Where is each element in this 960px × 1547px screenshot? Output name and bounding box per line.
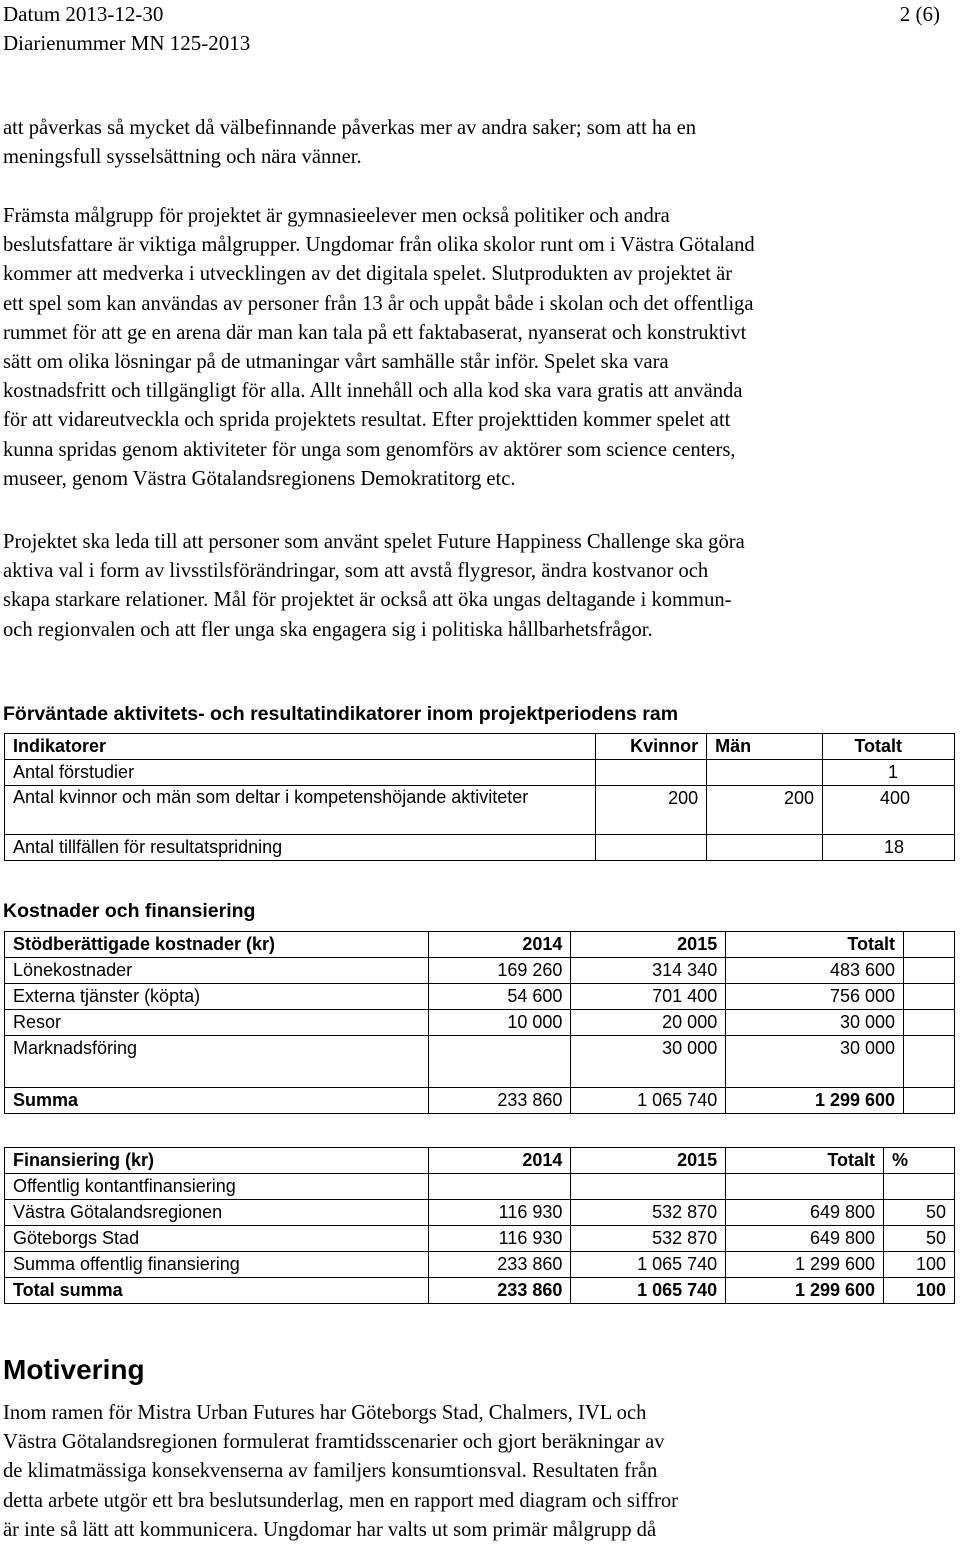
table-cell [904,1036,955,1088]
table-cell: 100 [884,1252,955,1278]
table-cell: 756 000 [726,984,904,1010]
table-cell [428,1036,571,1088]
column-header: Indikatorer [5,734,596,760]
table-cell: 50 [884,1200,955,1226]
table-cell: 50 [884,1226,955,1252]
column-header: Kvinnor [596,734,707,760]
column-header: Totalt [726,1148,884,1174]
financing-table [4,1147,955,1304]
table-cell: 18 [823,835,955,861]
table-cell: Total summa [5,1278,429,1304]
column-header: Stödberättigade kostnader (kr) [5,932,429,958]
table-cell: 30 000 [726,1036,904,1088]
table-header-row [5,734,955,760]
table-cell: Externa tjänster (köpta) [5,984,429,1010]
table-header-row [5,932,955,958]
table-cell: 169 260 [428,958,571,984]
table-row [5,786,955,835]
table-cell: Marknadsföring [5,1036,429,1088]
table-header-row [5,1148,955,1174]
table-row-total [5,1278,955,1304]
table-cell: Summa offentlig finansiering [5,1252,429,1278]
column-header: Män [707,734,823,760]
table-cell [904,984,955,1010]
column-header: 2014 [428,932,571,958]
motivering-paragraph [3,1399,948,1545]
table-cell: 233 860 [428,1088,571,1114]
table-cell: 1 065 740 [571,1278,726,1304]
table-cell: Antal kvinnor och män som deltar i kompetenshöjande aktiviteter [5,786,596,835]
table-cell: Antal förstudier [5,760,596,786]
table-row [5,1252,955,1278]
text-line: de klimatmässiga konsekvenserna av familjers konsumtionsval. Resultaten från [3,1460,658,1483]
table-cell [904,1088,955,1114]
table-row [5,760,955,786]
table-cell: 54 600 [428,984,571,1010]
column-header: Finansiering (kr) [5,1148,429,1174]
indicators-heading: Förväntade aktivitets- och resultatindikatorer inom projektperiodens ram [3,703,679,725]
text-line: Projektet ska leda till att personer som använt spelet Future Happiness Challenge ska göra [3,531,745,553]
paragraph-3 [3,528,948,645]
text-line: detta arbete utgör ett bra beslutsunderlag, men en rapport med diagram och siffror [3,1489,678,1512]
table-cell: 1 299 600 [726,1252,884,1278]
table-cell: 649 800 [726,1226,884,1252]
table-cell: 649 800 [726,1200,884,1226]
costs-table [4,931,955,1114]
text-line: Inom ramen för Mistra Urban Futures har Göteborgs Stad, Chalmers, IVL och [3,1402,647,1424]
table-row-sum [5,1088,955,1114]
table-cell: 30 000 [726,1010,904,1036]
table-row [5,1200,955,1226]
table-cell: 532 870 [571,1226,726,1252]
table-cell: 10 000 [428,1010,571,1036]
table-cell: 532 870 [571,1200,726,1226]
table-cell: 1 [823,760,955,786]
table-cell: 400 [823,786,955,835]
table-cell: Västra Götalandsregionen [5,1200,429,1226]
column-header: 2015 [571,932,726,958]
table-cell: 314 340 [571,958,726,984]
table-cell: 1 299 600 [726,1088,904,1114]
table-cell [571,1174,726,1200]
paragraph-2 [3,202,948,494]
column-header: Totalt [823,734,955,760]
table-cell: 100 [884,1278,955,1304]
text-line: sätt om olika lösningar på de utmaningar vårt samhälle står inför. Spelet ska vara [3,351,669,374]
column-header: 2014 [428,1148,571,1174]
table-cell [904,958,955,984]
header-date: Datum 2013-12-30 [3,2,164,26]
table-row [5,1226,955,1252]
table-cell [596,760,707,786]
table-cell: 233 860 [428,1252,571,1278]
table-cell [428,1174,571,1200]
column-header: 2015 [571,1148,726,1174]
column-header: Totalt [726,932,904,958]
motivering-heading: Motivering [3,1354,145,1385]
text-line: kunna spridas genom aktiviteter för unga som genomförs av aktörer som science centers, [3,438,736,461]
text-line: skapa starkare relationer. Mål för projektet är också att öka ungas deltagande i kommun- [3,589,732,612]
table-cell: 1 065 740 [571,1252,726,1278]
text-line: aktiva val i form av livsstilsförändringar, som att avstå flygresor, ändra kostvanor och [3,560,709,583]
text-line: för att vidareutveckla och sprida projektets resultat. Efter projekttiden kommer spelet att [3,409,731,432]
table-cell [707,835,823,861]
table-row [5,958,955,984]
text-line: Främsta målgrupp för projektet är gymnasieelever men också politiker och andra [3,205,670,227]
table-row [5,1174,955,1200]
table-cell: 20 000 [571,1010,726,1036]
text-line: museer, genom Västra Götalandsregionens Demokratitorg etc. [3,467,516,490]
table-cell: Lönekostnader [5,958,429,984]
text-line: kommer att medverka i utvecklingen av det digitala spelet. Slutprodukten av projektet är [3,263,733,286]
table-row [5,984,955,1010]
table-cell: 233 860 [428,1278,571,1304]
text-line: meningsfull sysselsättning och nära vänner. [3,146,362,169]
table-cell: 200 [596,786,707,835]
table-cell [707,760,823,786]
column-header: % [884,1148,955,1174]
table-cell: 200 [707,786,823,835]
indicators-table [4,733,955,861]
table-cell: 116 930 [428,1226,571,1252]
table-cell: 483 600 [726,958,904,984]
table-cell [904,932,955,958]
costs-heading: Kostnader och finansiering [3,900,256,922]
text-line: beslutsfattare är viktiga målgrupper. Ungdomar från olika skolor runt om i Västra Götaland [3,234,755,257]
table-cell [726,1174,884,1200]
table-cell [904,1010,955,1036]
table-cell: 116 930 [428,1200,571,1226]
paragraph-1 [3,114,948,172]
table-cell: 701 400 [571,984,726,1010]
text-line: kostnadsfritt och tillgängligt för alla. Allt innehåll och alla kod ska vara gratis att använda [3,380,743,403]
table-cell: 1 299 600 [726,1278,884,1304]
text-line: ett spel som kan användas av personer från 13 år och uppåt både i skolan och det offentliga [3,292,754,315]
table-cell: Resor [5,1010,429,1036]
table-cell: 30 000 [571,1036,726,1088]
header-registration-number: Diarienummer MN 125-2013 [3,31,251,55]
table-row [5,1036,955,1088]
table-cell: Offentlig kontantfinansiering [5,1174,429,1200]
table-cell: Antal tillfällen för resultatspridning [5,835,596,861]
table-cell [596,835,707,861]
table-cell: Göteborgs Stad [5,1226,429,1252]
text-line: Västra Götalandsregionen formulerat framtidsscenarier och gjort beräkningar av [3,1431,665,1454]
table-cell [884,1174,955,1200]
table-row [5,835,955,861]
table-row [5,1010,955,1036]
text-line: och regionvalen och att fler unga ska engagera sig i politiska hållbarhetsfrågor. [3,618,653,641]
text-line: att påverkas så mycket då välbefinnande påverkas mer av andra saker; som att ha en [3,117,697,139]
table-cell: 1 065 740 [571,1088,726,1114]
table-cell: Summa [5,1088,429,1114]
header-page-number: 2 (6) [899,2,940,26]
text-line: rummet för att ge en arena där man kan tala på ett faktabaserat, nyanserat och konstruktivt [3,321,747,344]
text-line: är inte så lätt att kommunicera. Ungdomar har valts ut som primär målgrupp då [3,1518,657,1541]
